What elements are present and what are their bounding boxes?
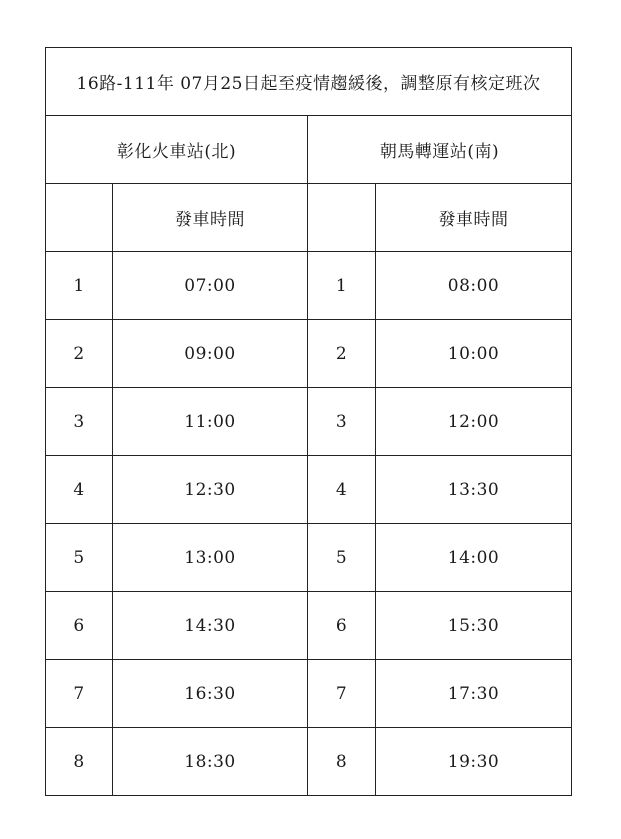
table-row <box>46 252 572 320</box>
south-trip-number: 2 <box>308 320 376 388</box>
table-row <box>46 592 572 660</box>
south-departure-time: 08:00 <box>376 252 572 320</box>
title-row <box>46 48 572 116</box>
south-departure-time: 14:00 <box>376 524 572 592</box>
north-departure-time: 13:00 <box>113 524 308 592</box>
north-trip-number: 2 <box>46 320 113 388</box>
north-trip-number: 6 <box>46 592 113 660</box>
south-trip-number: 7 <box>308 660 376 728</box>
south-departure-time: 13:30 <box>376 456 572 524</box>
header-north-time: 發車時間 <box>113 184 308 252</box>
table-row <box>46 388 572 456</box>
north-departure-time: 09:00 <box>113 320 308 388</box>
south-departure-time: 17:30 <box>376 660 572 728</box>
table-row <box>46 320 572 388</box>
south-trip-number: 5 <box>308 524 376 592</box>
north-departure-time: 18:30 <box>113 728 308 796</box>
table-row <box>46 456 572 524</box>
north-departure-time: 16:30 <box>113 660 308 728</box>
north-trip-number: 5 <box>46 524 113 592</box>
station-row <box>46 116 572 184</box>
south-departure-time: 12:00 <box>376 388 572 456</box>
south-trip-number: 3 <box>308 388 376 456</box>
station-south: 朝馬轉運站(南) <box>308 116 572 184</box>
south-trip-number: 8 <box>308 728 376 796</box>
north-departure-time: 07:00 <box>113 252 308 320</box>
north-trip-number: 8 <box>46 728 113 796</box>
north-trip-number: 4 <box>46 456 113 524</box>
north-departure-time: 12:30 <box>113 456 308 524</box>
south-departure-time: 10:00 <box>376 320 572 388</box>
table-row <box>46 524 572 592</box>
south-trip-number: 6 <box>308 592 376 660</box>
north-trip-number: 1 <box>46 252 113 320</box>
table-row <box>46 728 572 796</box>
north-trip-number: 3 <box>46 388 113 456</box>
station-north: 彰化火車站(北) <box>46 116 308 184</box>
south-trip-number: 1 <box>308 252 376 320</box>
table-row <box>46 660 572 728</box>
schedule-title: 16路-111年 07月25日起至疫情趨緩後，調整原有核定班次 <box>46 48 572 116</box>
bus-schedule-table <box>45 47 572 796</box>
header-south-time: 發車時間 <box>376 184 572 252</box>
header-row <box>46 184 572 252</box>
south-trip-number: 4 <box>308 456 376 524</box>
header-south-no <box>308 184 376 252</box>
south-departure-time: 19:30 <box>376 728 572 796</box>
header-north-no <box>46 184 113 252</box>
south-departure-time: 15:30 <box>376 592 572 660</box>
north-departure-time: 14:30 <box>113 592 308 660</box>
north-departure-time: 11:00 <box>113 388 308 456</box>
north-trip-number: 7 <box>46 660 113 728</box>
